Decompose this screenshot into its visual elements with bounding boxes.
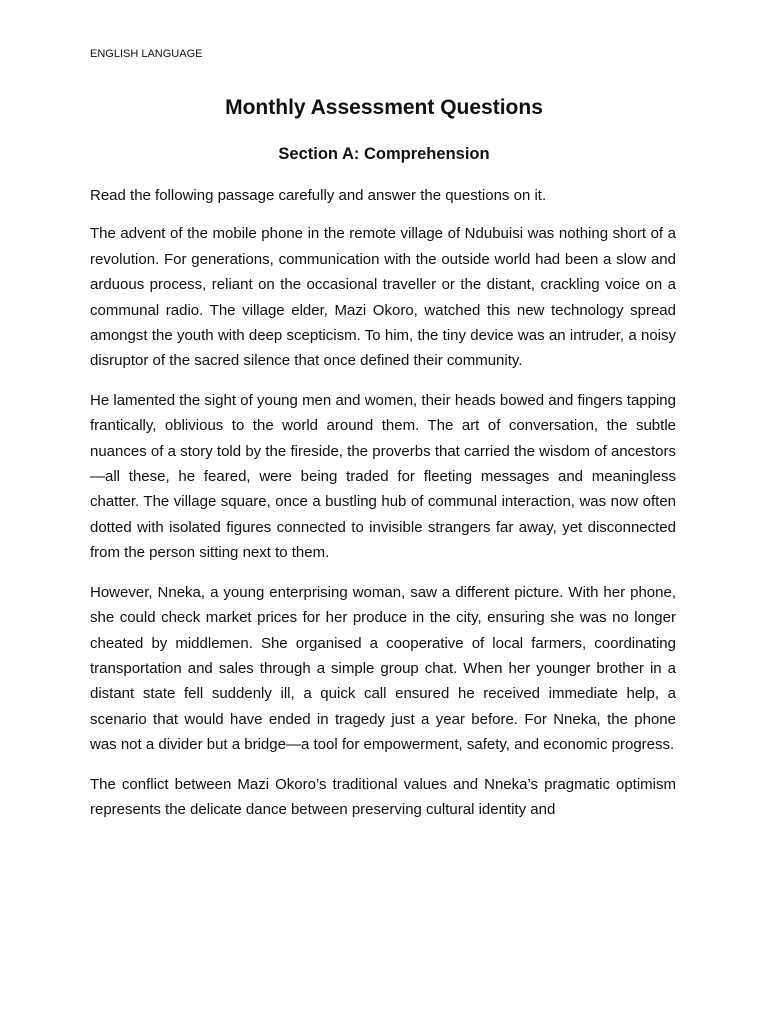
- passage-body: [90, 183, 676, 836]
- instruction-text: Read the following passage carefully and answer the questions on it.: [90, 187, 547, 204]
- passage-paragraph-2: He lamented the sight of young men and women, their heads bowed and fingers tapping frantically, oblivious to the world around them. The art of conversation, the subtle nuances of a story told by the fireside, the proverbs that carried the wisdom of ancestors—all these, he feared, were being traded for fleeting messages and meaningless chatter. The village square, once a bustling hub of communal interaction, was now often dotted with isolated figures connected to invisible strangers far away, yet disconnected from the person sitting next to them.: [90, 391, 676, 562]
- page-title: Monthly Assessment Questions: [225, 96, 543, 119]
- section-heading: Section A: Comprehension: [278, 145, 490, 163]
- passage-paragraph-4: The conflict between Mazi Okoro’s traditional values and Nneka’s pragmatic optimism represents the delicate dance between preserving cultural identity and: [90, 775, 676, 818]
- passage-paragraph-3: However, Nneka, a young enterprising woman, saw a different picture. With her phone, she could check market prices for her produce in the city, ensuring she was no longer cheated by middlemen. She organised a cooperative of local farmers, coordinating transportation and sales through a simple group chat. When her younger brother in a distant state fell suddenly ill, a quick call ensured he received immediate help, a scenario that would have ended in tragedy just a year before. For Nneka, the phone was not a divider but a bridge—a tool for empowerment, safety, and economic progress.: [90, 583, 676, 754]
- passage-paragraph-1: The advent of the mobile phone in the remote village of Ndubuisi was nothing short of a revolution. For generations, communication with the outside world had been a slow and arduous process, reliant on the occasional traveller or the distant, crackling voice on a communal radio. The village elder, Mazi Okoro, watched this new technology spread amongst the youth with deep scepticism. To him, the tiny device was an intruder, a noisy disruptor of the sacred silence that once defined their community.: [90, 225, 676, 370]
- subject-header: ENGLISH LANGUAGE: [90, 48, 203, 60]
